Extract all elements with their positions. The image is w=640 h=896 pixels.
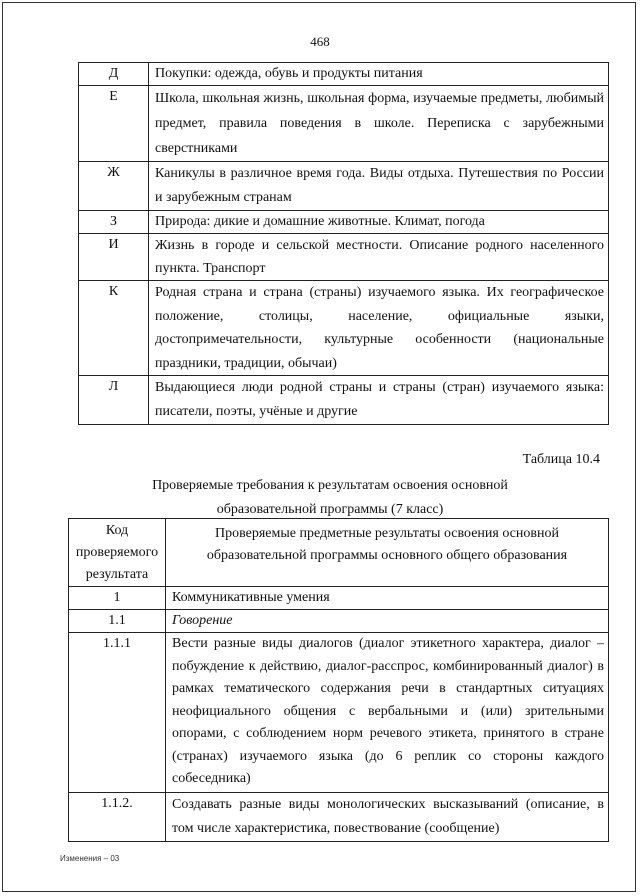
theme-letter: Д (79, 63, 149, 86)
table-row (79, 234, 609, 281)
table-caption-number: Таблица 10.4 (522, 452, 600, 467)
table-header-row (69, 519, 609, 587)
table-row (79, 376, 609, 425)
theme-letter: Е (79, 86, 149, 162)
table-row (79, 86, 609, 162)
table-row (69, 633, 609, 793)
table-title-line: Проверяемые требования к результатам освоения основной (152, 478, 508, 493)
footer-revision: Изменения – 03 (60, 854, 120, 863)
table-title (100, 474, 560, 522)
theme-text: Природа: дикие и домашние животные. Климат, погода (149, 211, 609, 234)
header-text: Проверяемые предметные результаты освоения основной образовательной программы основного общего образования (166, 519, 609, 587)
page-number: 468 (310, 34, 330, 49)
theme-letter: Ж (79, 162, 149, 211)
table-row (79, 63, 609, 86)
table-row (69, 587, 609, 610)
table-title-line: образовательной программы (7 класс) (216, 502, 444, 517)
table-row (69, 793, 609, 842)
result-code: 1 (69, 587, 166, 610)
result-code: 1.1 (69, 610, 166, 633)
table-row (79, 162, 609, 211)
theme-text: Выдающиеся люди родной страны и страны (стран) изучаемого языка: писатели, поэты, учёные и другие (149, 376, 609, 425)
theme-text: Школа, школьная жизнь, школьная форма, изучаемые предметы, любимый предмет, правила поведения в школе. Переписка с зарубежными сверстниками (149, 86, 609, 162)
result-text: Вести разные виды диалогов (диалог этикетного характера, диалог – побуждение к действию, диалог-расспрос, комбинированный диалог) в рамках тематического содержания речи в стандартных ситуациях неофициального общения с вербальными и (или) зрительными опорами, с соблюдением норм речевого этикета, принятого в стране (странах) изучаемого языка (до 6 реплик со стороны каждого собеседника) (166, 633, 609, 793)
result-code: 1.1.2. (69, 793, 166, 842)
table-row (79, 211, 609, 234)
result-text: Коммуникативные умения (166, 587, 609, 610)
theme-text: Родная страна и страна (страны) изучаемого языка. Их географическое положение, столицы, население, официальные языки, достопримечательности, культурные особенности (национальные праздники, традиции, обычаи) (149, 281, 609, 376)
theme-text: Покупки: одежда, обувь и продукты питания (149, 63, 609, 86)
theme-letter: К (79, 281, 149, 376)
table-row (79, 281, 609, 376)
theme-text: Каникулы в различное время года. Виды отдыха. Путешествия по России и зарубежным странам (149, 162, 609, 211)
themes-table (78, 62, 609, 425)
theme-letter: З (79, 211, 149, 234)
theme-letter: Л (79, 376, 149, 425)
requirements-table (68, 518, 609, 842)
table-row (69, 610, 609, 633)
theme-letter: И (79, 234, 149, 281)
result-code: 1.1.1 (69, 633, 166, 793)
result-text: Создавать разные виды монологических высказываний (описание, в том числе характеристика, повествование (сообщение) (166, 793, 609, 842)
result-text: Говорение (166, 610, 609, 633)
theme-text: Жизнь в городе и сельской местности. Описание родного населенного пункта. Транспорт (149, 234, 609, 281)
header-code: Код проверяемого результата (69, 519, 166, 587)
